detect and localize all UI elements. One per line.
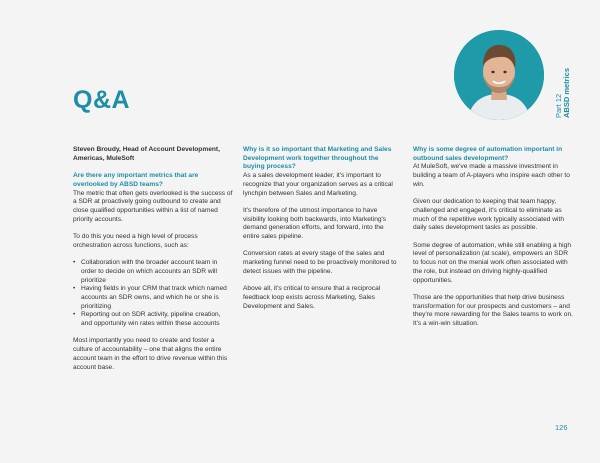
author-name: Steven Broudy, Head of Account Development, Americas, MuleSoft [73, 146, 220, 162]
page-title: Q&A [73, 86, 131, 114]
answer-2-paragraph-2: It's therefore of the utmost importance to have visibility looking both backwards, into Marketing's demand generation efforts, and forward, into the entire sales pipeline. [243, 206, 387, 241]
column-1 [73, 146, 233, 372]
question-3: Why is some degree of automation important in outbound sales development? [413, 146, 563, 162]
column-2 [243, 146, 398, 311]
answer-2-paragraph-1: As a sales development leader, it's important to recognize that your organization serves as a critical lynchpin between Sales and Marketing. [243, 172, 393, 197]
answer-1-paragraph-2: To do this you need a high level of process orchestration across functions, such as: [73, 233, 198, 249]
answer-2-paragraph-4: Above all, it's critical to ensure that a reciprocal feedback loop exists across Marketing, Sales Development and Sales. [243, 285, 381, 310]
section-label [555, 68, 571, 118]
list-item: • Reporting out on SDR activity, pipeline creation, and opportunity win rates within these accounts [73, 311, 233, 328]
answer-3-paragraph-1: At MuleSoft, we've made a massive investment in building a team of A-players who inspire each other to win. [413, 163, 570, 188]
answer-1-paragraph-1: The metric that often gets overlooked is the success of a SDR at proactively going outbound to create and close qualified opportunities within a list of named priority accounts. [73, 189, 233, 223]
list-item: • Having fields in your CRM that track which named accounts an SDR owns, and which he or she is prioritizing [73, 285, 233, 311]
answer-3-paragraph-2: Given our dedication to keeping that team happy, challenged and engaged, it's critical to eliminate as much of the repetitive work typically associated with daily sales development tasks as possible. [413, 198, 564, 232]
section-part: Part 12 [554, 93, 563, 118]
answer-2-paragraph-3: Conversion rates at every stage of the sales and marketing funnel need to be proactively monitored to detect issues with the pipeline. [243, 250, 397, 275]
answer-1-bullets [73, 259, 233, 329]
answer-1-paragraph-3: Most importantly you need to create and foster a culture of accountability – one that aligns the entire account team in the effort to drive revenue within this account base. [73, 337, 228, 371]
list-item: • Collaboration with the broader account team in order to decide on which accounts an SDR will prioritize [73, 259, 233, 285]
question-2: Why is it so important that Marketing and Sales Development work together throughout the buying process? [243, 146, 392, 171]
answer-3-paragraph-3: Some degree of automation, while still enabling a high level of personalization (at scale), empowers an SDR to focus not on the menial work often associated with the role, but instead on driving highly-qualified opportunities. [413, 241, 571, 284]
answer-3-paragraph-4: Those are the opportunities that help drive business transformation for our prospects and customers – and they're more rewarding for the Sales teams to work on. It's a win-win situation. [413, 293, 573, 328]
person-illustration [454, 30, 544, 120]
question-1: Are there any important metrics that are overlooked by ABSD teams? [73, 172, 199, 188]
column-3 [413, 146, 573, 329]
section-topic: ABSD metrics [562, 67, 571, 118]
page-number: 126 [555, 423, 568, 432]
author-photo [454, 30, 544, 120]
